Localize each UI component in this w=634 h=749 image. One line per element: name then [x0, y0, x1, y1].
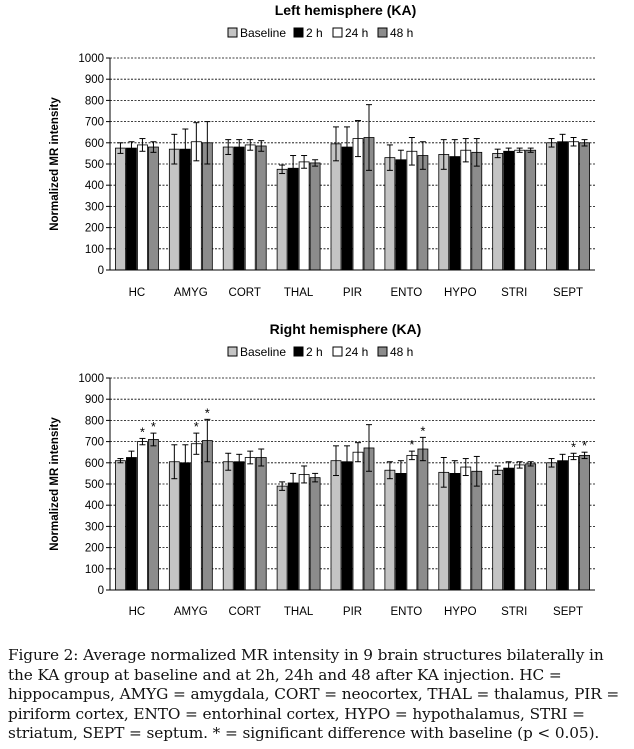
- bar-stri-48h: [526, 150, 536, 270]
- legend-label: 2 h: [306, 26, 323, 40]
- figure-caption: Figure 2: Average normalized MR intensity in 9 brain structures bilaterally in the KA group at baseline and at 2h, 24h and 48 after KA injection. HC = hippocampus, AMYG = amygdala, CORT = neocortex, THAL = thalamus, PIR = piriform cortex, ENTO = entorhinal cortex, HYPO = hypothalamus, STRI = striatum, SEPT = septum. * = significant difference with baseline (p < 0.05).: [8, 646, 620, 743]
- bar-pir-24h: [353, 139, 363, 270]
- x-tick-label: ENTO: [390, 606, 423, 618]
- legend-label: 24 h: [345, 26, 369, 40]
- bar-amyg-2h: [180, 463, 190, 590]
- x-tick-label: THAL: [283, 606, 314, 618]
- y-axis-label: Normalized MR intensity: [49, 417, 61, 551]
- bar-hypo-24h: [461, 150, 471, 270]
- y-tick-label: 400: [84, 180, 104, 193]
- legend-swatch-2h: [294, 28, 303, 37]
- chart-title: Left hemisphere (KA): [274, 2, 417, 18]
- y-tick-label: 1000: [78, 373, 104, 385]
- legend-label: 2 h: [306, 345, 323, 359]
- bar-thal-48h: [310, 163, 320, 270]
- legend-label: 48 h: [390, 26, 414, 40]
- bar-thal-baseline: [277, 486, 287, 590]
- x-tick-label: CORT: [228, 606, 261, 618]
- bar-hc-2h: [126, 458, 136, 591]
- x-tick-label: HYPO: [443, 287, 477, 299]
- legend-swatch-48h: [378, 347, 387, 356]
- y-axis-label: Normalized MR intensity: [49, 97, 61, 231]
- bar-thal-24h: [299, 474, 309, 590]
- x-tick-label: PIR: [342, 606, 363, 618]
- bar-stri-baseline: [493, 470, 503, 590]
- y-tick-label: 900: [84, 74, 104, 87]
- bar-cort-baseline: [223, 462, 233, 590]
- bar-amyg-48h: [202, 441, 212, 590]
- y-tick-label: 600: [84, 137, 104, 150]
- significance-marker: *: [139, 424, 145, 440]
- bar-sept-24h: [569, 456, 579, 590]
- x-tick-label: STRI: [501, 606, 528, 618]
- x-tick-label: CORT: [228, 287, 261, 299]
- x-tick-label: ENTO: [390, 287, 423, 299]
- bar-cort-24h: [245, 145, 255, 270]
- bar-stri-baseline: [493, 153, 503, 270]
- bar-ento-48h: [418, 449, 428, 590]
- y-tick-label: 300: [84, 521, 104, 534]
- y-tick-label: 300: [84, 201, 104, 214]
- y-tick-label: 200: [84, 222, 104, 235]
- bar-ento-baseline: [385, 158, 395, 270]
- bar-sept-24h: [569, 142, 579, 270]
- left-hemisphere-chart: [49, 2, 595, 299]
- x-tick-label: SEPT: [553, 606, 584, 618]
- bar-sept-48h: [580, 143, 590, 270]
- bar-ento-2h: [396, 473, 406, 590]
- bar-amyg-24h: [191, 444, 201, 590]
- x-tick-label: AMYG: [173, 287, 208, 299]
- bar-pir-baseline: [331, 144, 341, 270]
- bar-cort-baseline: [223, 147, 233, 270]
- bar-stri-2h: [504, 151, 514, 270]
- bar-cort-2h: [234, 147, 244, 270]
- y-tick-label: 0: [97, 585, 104, 597]
- legend-label: 48 h: [390, 345, 414, 359]
- x-tick-label: SEPT: [553, 287, 584, 299]
- x-tick-label: HC: [128, 287, 146, 299]
- x-tick-label: HYPO: [443, 606, 477, 618]
- bar-hc-2h: [126, 148, 136, 270]
- bar-hypo-2h: [450, 473, 460, 590]
- bar-ento-baseline: [385, 470, 395, 590]
- x-tick-label: THAL: [283, 287, 314, 299]
- significance-marker: *: [204, 405, 210, 421]
- legend-swatch-48h: [378, 28, 387, 37]
- y-tick-label: 0: [97, 265, 104, 277]
- bar-cort-48h: [256, 146, 266, 270]
- bar-stri-48h: [526, 464, 536, 590]
- significance-marker: *: [582, 438, 588, 454]
- y-tick-label: 500: [84, 479, 104, 491]
- bar-cort-2h: [234, 462, 244, 590]
- significance-marker: *: [409, 437, 415, 453]
- bar-hc-48h: [148, 439, 158, 590]
- y-tick-label: 500: [84, 159, 104, 171]
- legend-label: Baseline: [240, 26, 287, 40]
- bar-sept-48h: [580, 455, 590, 590]
- y-tick-label: 700: [84, 436, 104, 449]
- bar-cort-48h: [256, 458, 266, 591]
- significance-marker: *: [420, 423, 426, 439]
- bar-sept-2h: [558, 461, 568, 590]
- bar-pir-baseline: [331, 461, 341, 590]
- y-tick-label: 400: [84, 500, 104, 513]
- bar-stri-24h: [515, 465, 525, 590]
- x-tick-label: HC: [128, 606, 146, 618]
- significance-marker: *: [571, 439, 577, 455]
- bar-ento-24h: [407, 151, 417, 270]
- bar-ento-24h: [407, 455, 417, 590]
- bar-hc-24h: [137, 145, 147, 270]
- y-tick-label: 800: [84, 95, 104, 108]
- y-tick-label: 600: [84, 457, 104, 470]
- bar-amyg-baseline: [169, 462, 179, 590]
- legend-label: 24 h: [345, 345, 369, 359]
- bar-hypo-48h: [472, 152, 482, 270]
- bar-stri-2h: [504, 468, 514, 590]
- bar-ento-2h: [396, 160, 406, 270]
- bar-ento-48h: [418, 156, 428, 270]
- y-tick-label: 1000: [78, 53, 104, 65]
- bar-hypo-baseline: [439, 154, 449, 270]
- chart-title: Right hemisphere (KA): [269, 321, 422, 337]
- bar-hypo-48h: [472, 471, 482, 590]
- bar-sept-baseline: [547, 463, 557, 590]
- bar-thal-baseline: [277, 169, 287, 270]
- y-tick-label: 200: [84, 542, 104, 555]
- bar-hc-baseline: [115, 148, 125, 270]
- right-hemisphere-chart: [49, 321, 595, 618]
- y-tick-label: 900: [84, 394, 104, 407]
- bar-thal-2h: [288, 483, 298, 590]
- bar-amyg-baseline: [169, 149, 179, 270]
- bar-thal-24h: [299, 162, 309, 270]
- bar-hypo-24h: [461, 467, 471, 590]
- bar-stri-24h: [515, 150, 525, 270]
- y-tick-label: 100: [84, 243, 104, 256]
- y-tick-label: 800: [84, 415, 104, 428]
- bar-thal-2h: [288, 168, 298, 270]
- bar-hc-baseline: [115, 461, 125, 590]
- y-tick-label: 700: [84, 116, 104, 129]
- bar-cort-24h: [245, 458, 255, 591]
- bar-hypo-baseline: [439, 472, 449, 590]
- legend-swatch-baseline: [228, 28, 237, 37]
- x-tick-label: PIR: [342, 287, 363, 299]
- significance-marker: *: [150, 419, 156, 435]
- bar-sept-baseline: [547, 143, 557, 270]
- bar-pir-24h: [353, 452, 363, 590]
- bar-hc-24h: [137, 442, 147, 590]
- bar-pir-2h: [342, 462, 352, 590]
- bar-sept-2h: [558, 142, 568, 270]
- legend-swatch-2h: [294, 347, 303, 356]
- legend-swatch-baseline: [228, 347, 237, 356]
- bar-thal-48h: [310, 478, 320, 590]
- x-tick-label: AMYG: [173, 606, 208, 618]
- legend-label: Baseline: [240, 345, 287, 359]
- significance-marker: *: [193, 419, 199, 435]
- x-tick-label: STRI: [501, 287, 528, 299]
- bar-hc-48h: [148, 147, 158, 270]
- legend-swatch-24h: [333, 347, 342, 356]
- legend-swatch-24h: [333, 28, 342, 37]
- y-tick-label: 100: [84, 563, 104, 576]
